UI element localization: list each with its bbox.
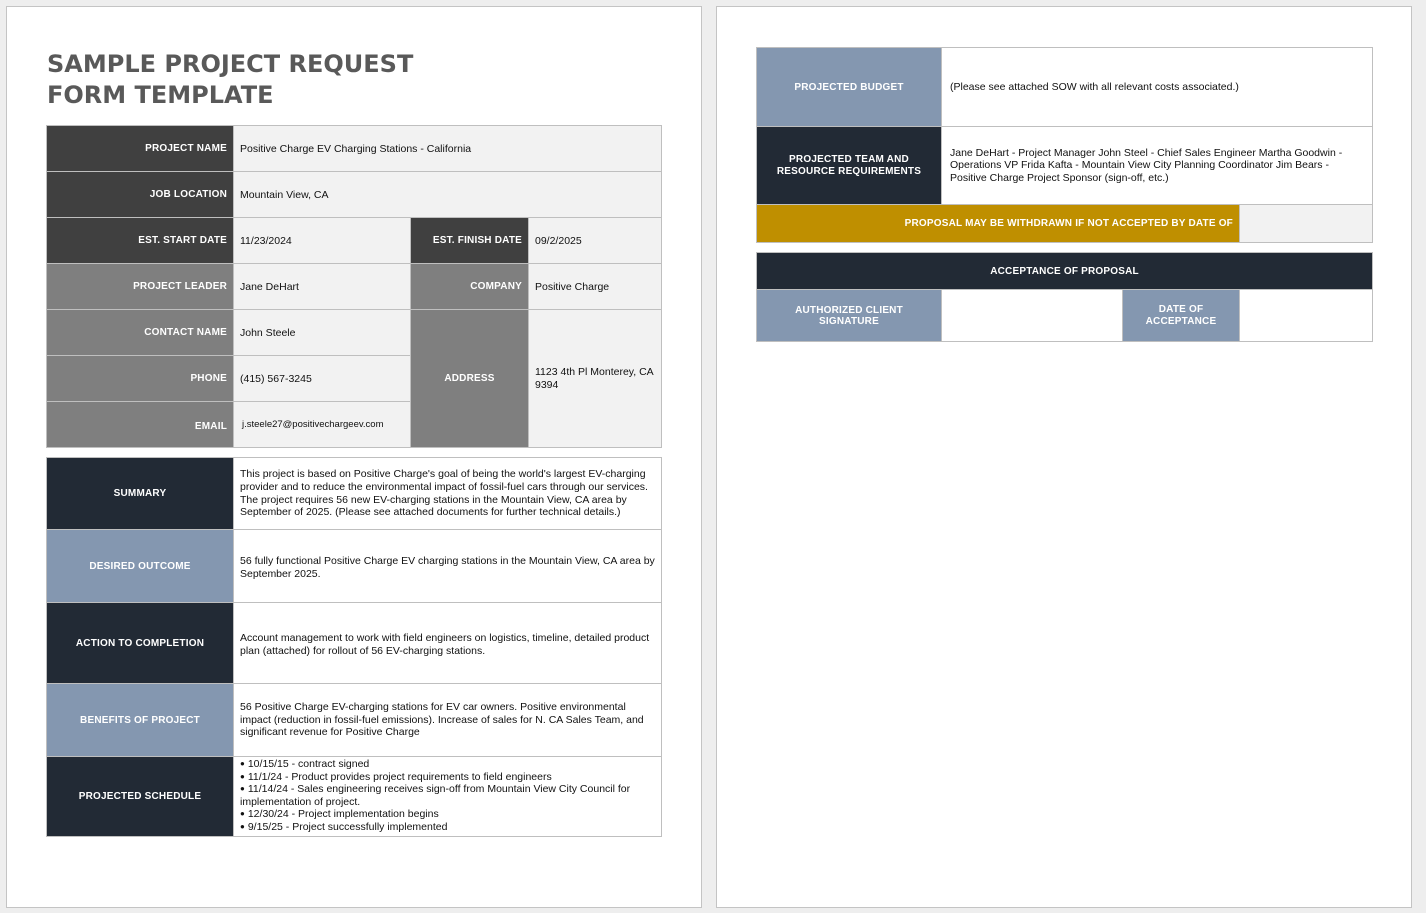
row-projected-schedule (47, 757, 662, 837)
row-acceptance (757, 290, 1373, 342)
client-signature-field[interactable] (942, 290, 1123, 342)
summary-label: SUMMARY (47, 458, 234, 530)
est-start-date-field[interactable]: 11/23/2024 (234, 218, 411, 264)
row-summary (47, 458, 662, 530)
acceptance-table (756, 252, 1373, 342)
title-line-1: SAMPLE PROJECT REQUEST (47, 50, 414, 78)
schedule-item: ● 11/1/24 - Product provides project requirements to field engineers (240, 771, 655, 784)
page-1 (6, 6, 702, 908)
row-projected-budget (757, 48, 1373, 127)
withdrawal-date-field[interactable] (1240, 205, 1373, 243)
company-field[interactable]: Positive Charge (529, 264, 662, 310)
schedule-item: ● 9/15/25 - Project successfully implemented (240, 821, 655, 834)
schedule-list (240, 758, 655, 834)
phone-label: PHONE (47, 356, 234, 402)
email-field[interactable]: j.steele27@positivechargeev.com (234, 402, 411, 448)
row-action-to-completion (47, 603, 662, 684)
schedule-item: ● 11/14/24 - Sales engineering receives sign-off from Mountain View City Council for implementation of project. (240, 783, 655, 808)
client-signature-label: AUTHORIZED CLIENT SIGNATURE (757, 290, 942, 342)
phone-field[interactable]: (415) 567-3245 (234, 356, 411, 402)
desired-outcome-field[interactable]: 56 fully functional Positive Charge EV charging stations in the Mountain View, CA area by September 2025. (234, 530, 662, 603)
projected-schedule-label: PROJECTED SCHEDULE (47, 757, 234, 837)
project-name-field[interactable]: Positive Charge EV Charging Stations - California (234, 126, 662, 172)
project-name-label: PROJECT NAME (47, 126, 234, 172)
desired-outcome-label: DESIRED OUTCOME (47, 530, 234, 603)
row-project-name (47, 126, 662, 172)
page-2 (716, 6, 1412, 908)
est-finish-date-field[interactable]: 09/2/2025 (529, 218, 662, 264)
row-dates (47, 218, 662, 264)
project-leader-label: PROJECT LEADER (47, 264, 234, 310)
action-to-completion-field[interactable]: Account management to work with field engineers on logistics, timeline, detailed product plan (attached) for rollout of 56 EV-charging stations. (234, 603, 662, 684)
row-withdrawal (757, 205, 1373, 243)
benefits-label: BENEFITS OF PROJECT (47, 684, 234, 757)
schedule-item: ● 10/15/15 - contract signed (240, 758, 655, 771)
project-info-table (46, 125, 662, 448)
project-details-table (46, 457, 662, 837)
row-leader-company (47, 264, 662, 310)
address-label: ADDRESS (411, 310, 529, 448)
withdrawal-label: PROPOSAL MAY BE WITHDRAWN IF NOT ACCEPTED BY DATE OF (757, 205, 1240, 243)
benefits-field[interactable]: 56 Positive Charge EV-charging stations for EV car owners. Positive environmental impact (reduction in fossil-fuel emissions). Increase of sales for N. CA Sales Team, and significant revenue for Positive Charge (234, 684, 662, 757)
acceptance-header: ACCEPTANCE OF PROPOSAL (757, 253, 1373, 290)
date-of-acceptance-label: DATE OF ACCEPTANCE (1123, 290, 1240, 342)
projected-team-field[interactable]: Jane DeHart - Project Manager John Steel - Chief Sales Engineer Martha Goodwin - Operations VP Frida Kafta - Mountain View City Planning Coordinator Jim Bears - Positive Charge Project Sponsor (sign-off, etc.) (942, 127, 1373, 205)
row-contact (47, 310, 662, 356)
row-projected-team (757, 127, 1373, 205)
est-finish-date-label: EST. FINISH DATE (411, 218, 529, 264)
projected-budget-label: PROJECTED BUDGET (757, 48, 942, 127)
row-benefits (47, 684, 662, 757)
project-leader-field[interactable]: Jane DeHart (234, 264, 411, 310)
action-to-completion-label: ACTION TO COMPLETION (47, 603, 234, 684)
row-job-location (47, 172, 662, 218)
budget-team-table (756, 47, 1373, 243)
contact-name-label: CONTACT NAME (47, 310, 234, 356)
projected-schedule-field[interactable] (234, 757, 662, 837)
projected-team-label: PROJECTED TEAM AND RESOURCE REQUIREMENTS (757, 127, 942, 205)
title-line-2: FORM TEMPLATE (47, 81, 274, 109)
page-title (47, 49, 547, 111)
schedule-item: ● 12/30/24 - Project implementation begins (240, 808, 655, 821)
contact-name-field[interactable]: John Steele (234, 310, 411, 356)
projected-budget-field[interactable]: (Please see attached SOW with all relevant costs associated.) (942, 48, 1373, 127)
job-location-field[interactable]: Mountain View, CA (234, 172, 662, 218)
company-label: COMPANY (411, 264, 529, 310)
row-acceptance-header (757, 253, 1373, 290)
email-label: EMAIL (47, 402, 234, 448)
address-field[interactable]: 1123 4th Pl Monterey, CA 9394 (529, 310, 662, 448)
summary-field[interactable]: This project is based on Positive Charge's goal of being the world's largest EV-charging provider and to reduce the environmental impact of fossil-fuel cars through our services. The project requires 56 new EV-charging stations in the Mountain View, CA area by September of 2025. (Please see attached documents for further technical details.) (234, 458, 662, 530)
date-of-acceptance-field[interactable] (1240, 290, 1373, 342)
job-location-label: JOB LOCATION (47, 172, 234, 218)
row-desired-outcome (47, 530, 662, 603)
est-start-date-label: EST. START DATE (47, 218, 234, 264)
